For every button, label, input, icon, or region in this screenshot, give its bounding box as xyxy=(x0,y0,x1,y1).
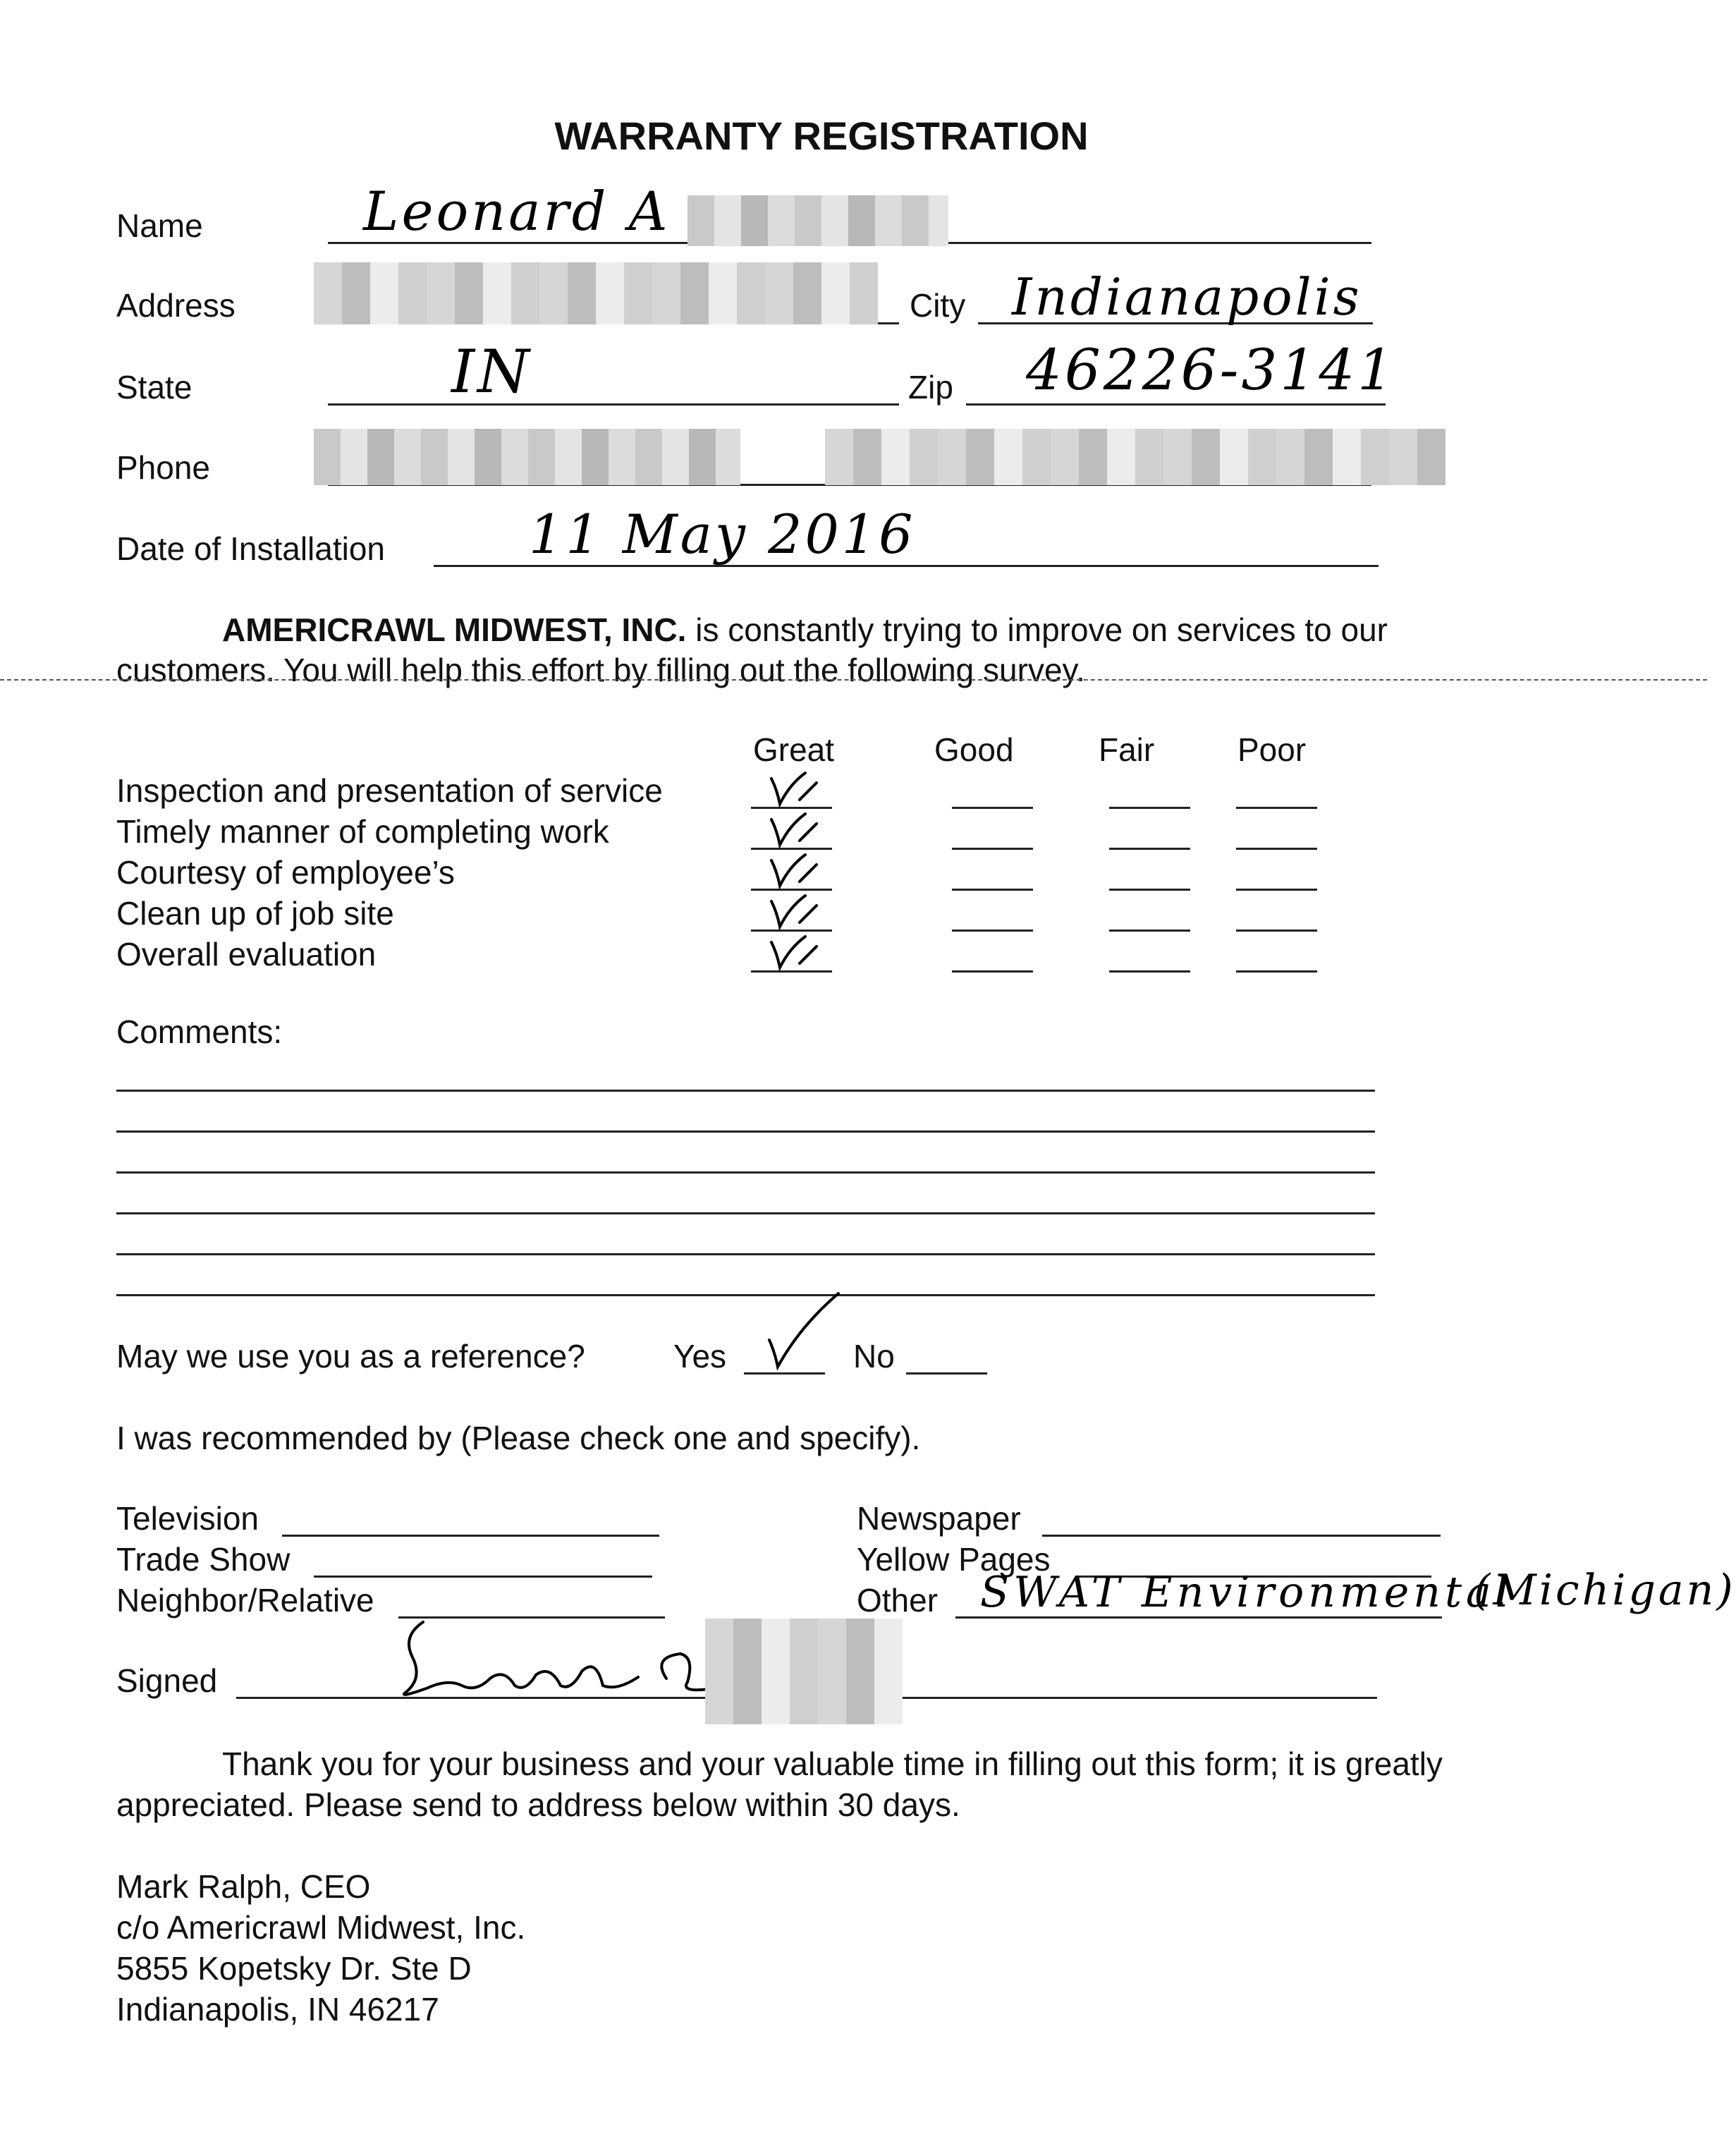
survey-checkmark-icon xyxy=(769,810,825,849)
survey-row-label: Courtesy of employee’s xyxy=(116,854,455,891)
survey-checkmark-icon xyxy=(769,851,825,890)
trade-show-label: Trade Show xyxy=(116,1541,291,1578)
form-title: WARRANTY REGISTRATION xyxy=(554,114,1089,158)
zip-line[interactable] xyxy=(966,403,1386,406)
survey-blank-good[interactable] xyxy=(952,807,1033,809)
comment-line[interactable] xyxy=(116,1253,1375,1255)
redacted-phone-2 xyxy=(825,429,1445,485)
address-line-4: Indianapolis, IN 46217 xyxy=(116,1991,439,2028)
television-line[interactable] xyxy=(282,1535,659,1537)
reference-yes-line[interactable] xyxy=(744,1372,825,1375)
survey-blank-good[interactable] xyxy=(952,889,1033,891)
television-label: Television xyxy=(116,1500,259,1537)
survey-blank-good[interactable] xyxy=(952,848,1033,850)
trade-show-line[interactable] xyxy=(314,1576,652,1578)
date-value: 11 May 2016 xyxy=(529,503,916,566)
intro-text-1: is constantly trying to improve on services to our xyxy=(686,611,1388,648)
company-name: AMERICRAWL MIDWEST, INC. xyxy=(222,611,687,648)
col-good: Good xyxy=(934,731,1014,768)
redacted-signature xyxy=(705,1619,903,1724)
survey-blank-poor[interactable] xyxy=(1236,970,1317,973)
zip-label: Zip xyxy=(908,369,953,406)
signature-scribble xyxy=(384,1615,737,1707)
city-label: City xyxy=(910,287,966,324)
comment-line[interactable] xyxy=(116,1294,1375,1296)
address-line-2: c/o Americrawl Midwest, Inc. xyxy=(116,1909,526,1946)
yellow-pages-label: Yellow Pages xyxy=(857,1541,1051,1578)
survey-checkmark-icon xyxy=(769,769,825,808)
zip-value: 46226-3141 xyxy=(1026,337,1397,403)
survey-row-label: Overall evaluation xyxy=(116,936,377,973)
address-label: Address xyxy=(116,287,236,324)
reference-question: May we use you as a reference? xyxy=(116,1338,585,1375)
reference-no-line[interactable] xyxy=(906,1372,987,1375)
thanks-line-2: appreciated. Please send to address below within 30 days. xyxy=(116,1786,960,1823)
survey-row-label: Timely manner of completing work xyxy=(116,813,609,850)
name-label: Name xyxy=(116,207,203,244)
survey-checkmark-icon xyxy=(769,891,825,931)
recommended-prompt: I was recommended by (Please check one and specify). xyxy=(116,1420,921,1456)
survey-blank-good[interactable] xyxy=(952,970,1033,973)
other-note: (Michigan) xyxy=(1474,1566,1736,1615)
survey-blank-fair[interactable] xyxy=(1109,848,1190,850)
date-label: Date of Installation xyxy=(116,530,386,567)
reference-yes-label: Yes xyxy=(673,1338,727,1375)
other-label: Other xyxy=(857,1582,939,1619)
survey-blank-poor[interactable] xyxy=(1236,889,1317,891)
redacted-phone-1 xyxy=(314,429,740,485)
survey-blank-fair[interactable] xyxy=(1109,930,1190,932)
signed-label: Signed xyxy=(116,1662,218,1699)
comment-line[interactable] xyxy=(116,1090,1375,1092)
newspaper-label: Newspaper xyxy=(857,1500,1021,1537)
fold-line xyxy=(0,679,1707,681)
comment-line[interactable] xyxy=(116,1171,1375,1174)
state-line[interactable] xyxy=(328,403,899,406)
address-line-1: Mark Ralph, CEO xyxy=(116,1868,371,1905)
city-value: Indianapolis xyxy=(1012,267,1362,327)
intro-line-2: customers. You will help this effort by filling out the following survey. xyxy=(116,652,1085,688)
survey-blank-poor[interactable] xyxy=(1236,848,1317,850)
redacted-address xyxy=(314,262,878,324)
thanks-line-1: Thank you for your business and your valuable time in filling out this form; it is greatly xyxy=(222,1745,1443,1782)
reference-yes-checkmark-icon xyxy=(765,1291,843,1372)
state-value: IN xyxy=(451,337,532,406)
survey-checkmark-icon xyxy=(769,932,825,972)
other-value: SWAT Environmental xyxy=(980,1568,1514,1617)
intro-line-1 xyxy=(222,611,1388,648)
survey-blank-fair[interactable] xyxy=(1109,807,1190,809)
address-line-3: 5855 Kopetsky Dr. Ste D xyxy=(116,1950,472,1987)
redacted-surname xyxy=(687,195,948,246)
survey-blank-fair[interactable] xyxy=(1109,889,1190,891)
survey-row-label: Clean up of job site xyxy=(116,895,394,932)
comment-line[interactable] xyxy=(116,1131,1375,1133)
survey-blank-poor[interactable] xyxy=(1236,807,1317,809)
phone-label: Phone xyxy=(116,449,211,486)
reference-no-label: No xyxy=(853,1338,895,1375)
name-value: Leonard A xyxy=(363,180,671,243)
col-poor: Poor xyxy=(1237,731,1307,768)
newspaper-line[interactable] xyxy=(1042,1535,1441,1537)
survey-blank-fair[interactable] xyxy=(1109,970,1190,973)
survey-blank-good[interactable] xyxy=(952,930,1033,932)
survey-row-label: Inspection and presentation of service xyxy=(116,772,663,809)
col-great: Great xyxy=(753,731,835,768)
comments-label: Comments: xyxy=(116,1013,283,1050)
state-label: State xyxy=(116,369,192,406)
neighbor-label: Neighbor/Relative xyxy=(116,1582,374,1619)
col-fair: Fair xyxy=(1099,731,1155,768)
survey-blank-poor[interactable] xyxy=(1236,930,1317,932)
comment-line[interactable] xyxy=(116,1212,1375,1214)
